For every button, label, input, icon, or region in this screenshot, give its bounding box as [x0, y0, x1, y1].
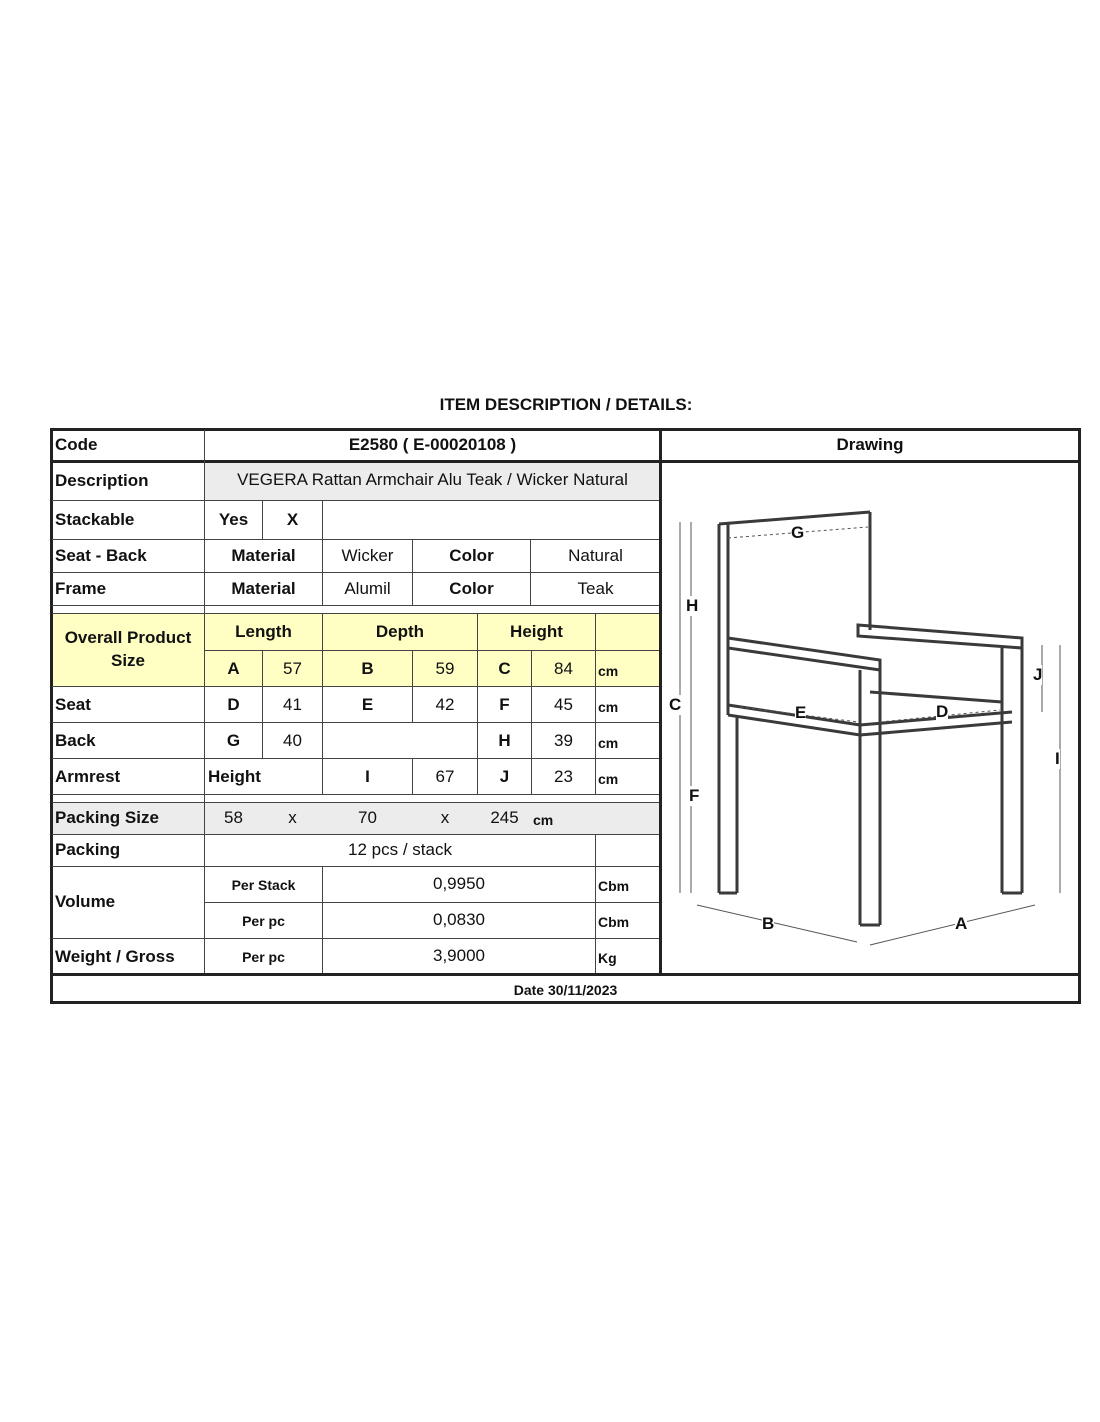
drawing-letter-j: J	[1033, 665, 1043, 684]
dim-f-letter: F	[499, 695, 510, 714]
divider	[52, 722, 660, 723]
packing-size-label: Packing Size	[55, 808, 159, 827]
divider	[595, 834, 596, 973]
dim-j-value: 23	[554, 767, 573, 786]
divider	[50, 973, 1081, 976]
date-text: Date 30/11/2023	[513, 982, 618, 998]
packing-length: 58	[224, 808, 243, 827]
divider	[52, 539, 660, 540]
packing-label: Packing	[55, 840, 121, 859]
packing-x2: x	[440, 808, 450, 827]
dim-a-value: 57	[283, 659, 302, 678]
drawing-letter-e: E	[795, 703, 807, 722]
dim-f-value: 45	[554, 695, 573, 714]
divider	[205, 650, 660, 651]
dim-h-value: 39	[554, 731, 573, 750]
overall-unit: cm	[598, 663, 619, 679]
divider	[52, 500, 660, 501]
height-header: Height	[510, 622, 563, 641]
seat-label: Seat	[55, 695, 91, 714]
seat-back-color-label: Color	[449, 546, 494, 565]
back-unit: cm	[598, 735, 619, 751]
divider	[52, 686, 660, 687]
dim-j-letter: J	[499, 767, 510, 786]
dim-g-letter: G	[226, 731, 241, 750]
volume-stack-unit: Cbm	[598, 878, 630, 894]
armrest-unit: cm	[598, 771, 619, 787]
drawing-letter-c: C	[669, 695, 682, 714]
stackable-yes: Yes	[218, 510, 249, 529]
dim-a-letter: A	[227, 659, 240, 678]
frame-material-label: Material	[231, 579, 296, 598]
dim-i-value: 67	[435, 767, 455, 786]
weight-label: Weight / Gross	[55, 947, 175, 966]
armrest-height-label: Height	[208, 767, 261, 786]
weight-value: 3,9000	[433, 946, 485, 965]
divider	[52, 938, 660, 939]
frame-color: Teak	[577, 579, 614, 598]
overall-label-1: Overall Product	[64, 628, 192, 647]
packing-height: 245	[490, 808, 519, 827]
seat-unit: cm	[598, 699, 619, 715]
drawing-letter-a: A	[955, 914, 968, 933]
dim-d-value: 41	[283, 695, 302, 714]
seat-back-label: Seat - Back	[55, 546, 147, 565]
volume-per-stack-value: 0,9950	[433, 874, 485, 893]
divider	[52, 834, 660, 835]
weight-per-pc-label: Per pc	[242, 949, 285, 965]
drawing-letter-g: G	[791, 523, 805, 542]
drawing-letter-b: B	[762, 914, 775, 933]
volume-label: Volume	[55, 892, 116, 911]
dim-c-letter: C	[498, 659, 511, 678]
stackable-label: Stackable	[55, 510, 135, 529]
divider	[659, 430, 662, 973]
packing-width: 70	[358, 808, 377, 827]
dim-e-letter: E	[361, 695, 374, 714]
dim-b-letter: B	[361, 659, 374, 678]
dim-g-value: 40	[283, 731, 302, 750]
divider	[52, 572, 660, 573]
back-label: Back	[55, 731, 96, 750]
dim-e-value: 42	[435, 695, 455, 714]
divider	[52, 802, 660, 803]
page-title: ITEM DESCRIPTION / DETAILS:	[439, 395, 693, 414]
seat-back-color: Natural	[568, 546, 623, 565]
packing-x1: x	[288, 808, 297, 827]
divider	[205, 902, 660, 903]
frame-color-label: Color	[449, 579, 494, 598]
length-header: Length	[235, 622, 292, 641]
drawing-letter-d: D	[936, 702, 949, 721]
packing-value: 12 pcs / stack	[348, 840, 452, 859]
armrest-label: Armrest	[55, 767, 121, 786]
divider	[52, 794, 660, 795]
volume-per-stack-label: Per Stack	[231, 877, 296, 893]
packing-size-unit: cm	[533, 812, 554, 828]
code-label: Code	[55, 435, 98, 454]
dim-c-value: 84	[554, 659, 573, 678]
dim-b-value: 59	[435, 659, 455, 678]
depth-header: Depth	[375, 622, 425, 641]
seat-back-material-label: Material	[231, 546, 296, 565]
drawing-letter-f: F	[689, 786, 700, 805]
weight-unit: Kg	[598, 950, 617, 966]
drawing-letter-h: H	[686, 596, 699, 615]
frame-material: Alumil	[344, 579, 391, 598]
divider	[52, 605, 660, 606]
description-label: Description	[55, 471, 149, 490]
divider	[52, 613, 660, 614]
divider	[52, 758, 660, 759]
seat-back-material: Wicker	[341, 546, 394, 565]
dim-d-letter: D	[227, 695, 240, 714]
description-value: VEGERA Rattan Armchair Alu Teak / Wicker Natural	[237, 470, 628, 489]
stackable-mark: X	[286, 510, 299, 529]
drawing-label: Drawing	[836, 435, 904, 454]
frame-label: Frame	[55, 579, 107, 598]
code-value: E2580 ( E-00020108 )	[348, 435, 517, 454]
drawing-letter-i: I	[1055, 749, 1060, 768]
dim-h-letter: H	[498, 731, 511, 750]
dim-i-letter: I	[365, 767, 370, 786]
divider	[52, 866, 660, 867]
divider	[595, 613, 596, 794]
overall-label-2: Size	[110, 651, 146, 670]
volume-per-pc-value: 0,0830	[433, 910, 485, 929]
volume-per-pc-label: Per pc	[242, 913, 285, 929]
volume-pc-unit: Cbm	[598, 914, 630, 930]
